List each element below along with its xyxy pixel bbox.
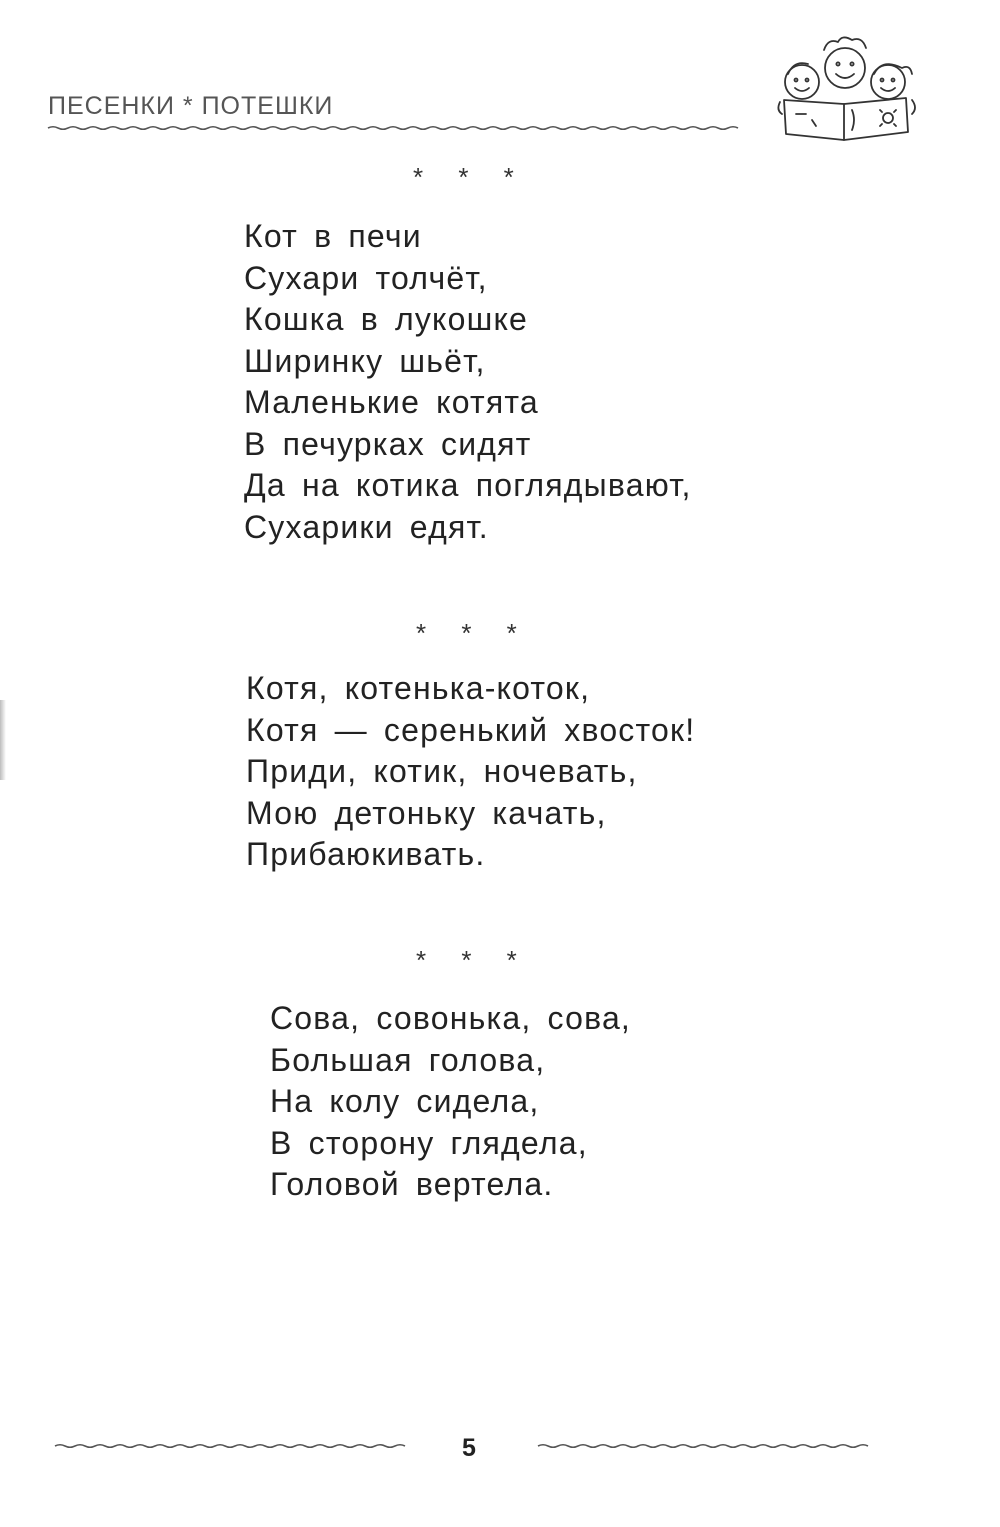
running-header-title: ПЕСЕНКИ * ПОТЕШКИ xyxy=(48,92,334,120)
poem-line: Да на котика поглядывают, xyxy=(244,467,692,503)
children-reading-book-icon xyxy=(772,30,922,145)
poem-3-separator: * * * xyxy=(416,945,531,975)
poem-1-separator: * * * xyxy=(413,162,528,192)
footer-wavy-rule-right xyxy=(538,1440,873,1452)
poem-line: Мою детоньку качать, xyxy=(246,794,607,831)
poem-line: Прибаюкивать. xyxy=(246,836,486,872)
poem-line: Сова, совонька, сова, xyxy=(270,1000,632,1036)
header-wavy-rule xyxy=(48,122,743,134)
poem-line: На колу сидела, xyxy=(270,1083,540,1119)
poem-line: Головой вертела. xyxy=(270,1166,554,1202)
poem-line: Котя — серенький хвосток! xyxy=(246,711,696,748)
poem-line: Приди, котик, ночевать, xyxy=(246,753,638,789)
poem-line: В сторону глядела, xyxy=(270,1124,588,1161)
poem-line: Маленькие котята xyxy=(244,384,539,420)
page-number: 5 xyxy=(462,1434,476,1462)
poem-line: Кот в печи xyxy=(244,218,422,254)
page-edge-shadow xyxy=(0,700,6,780)
poem-line: Котя, котенька-коток, xyxy=(246,670,591,706)
poem-line: Кошка в лукошке xyxy=(244,301,529,337)
poem-line: Сухари толчёт, xyxy=(244,259,488,296)
poem-1 xyxy=(244,216,692,548)
poem-line: Сухарики едят. xyxy=(244,508,489,545)
poem-3 xyxy=(270,998,631,1206)
poem-2-separator: * * * xyxy=(416,618,531,648)
poem-line: Большая голова, xyxy=(270,1041,546,1078)
footer-wavy-rule-left xyxy=(55,1440,405,1452)
poem-line: В печурках сидят xyxy=(244,425,532,462)
poem-line: Ширинку шьёт, xyxy=(244,342,486,379)
poem-2 xyxy=(246,668,695,876)
